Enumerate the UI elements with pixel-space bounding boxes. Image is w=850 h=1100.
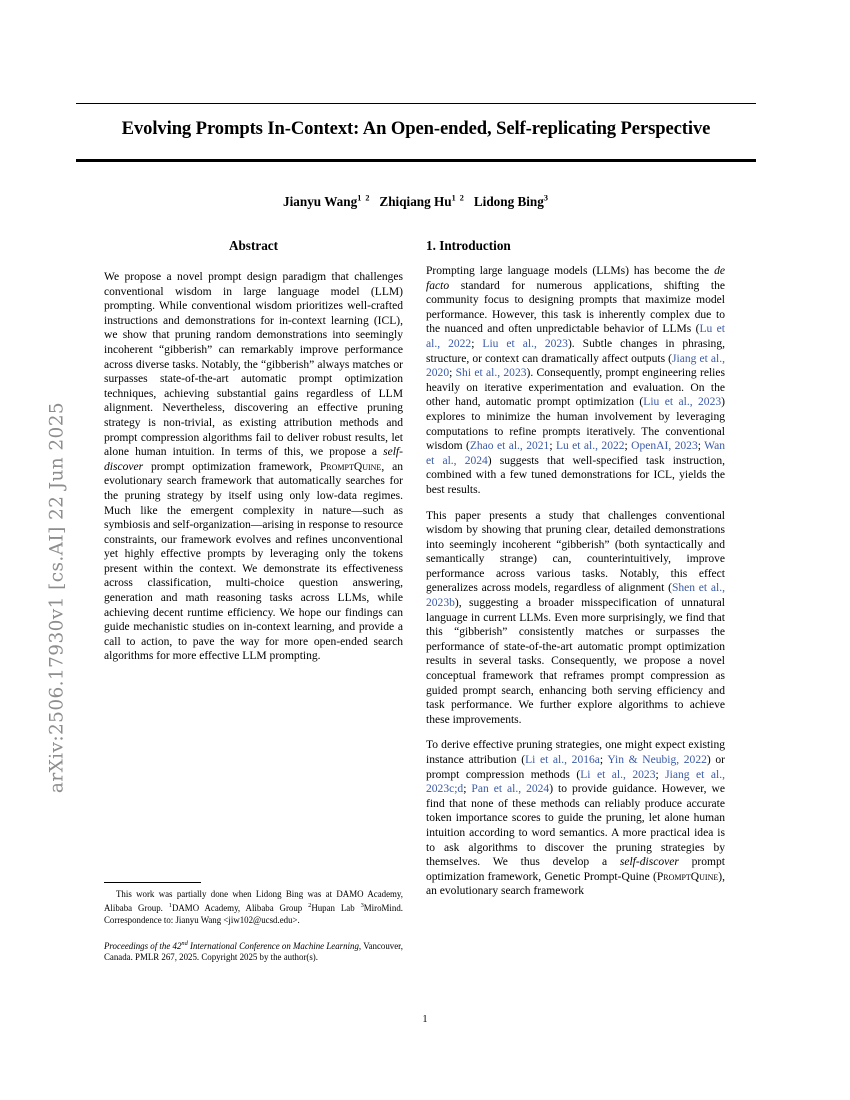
title-rule-bottom (76, 159, 756, 162)
author-name: Zhiqiang Hu (379, 194, 452, 210)
p2-text-b: ), suggesting a broader misspecification of unnatural language in current LLMs. Even more surprisingly, we find that this “gibberish” consistently matches or surpasses the performance of state-of-the-art automatic prompt optimization results in several tasks. Consequently, we propose a novel conceptual framework that reframes prompt compression as guided prompt search, enhancing both serving efficiency and task performance. We further explore algorithms to achieve these improvements. (426, 597, 725, 726)
citation-link[interactable]: Shen et al., 2023b (426, 582, 725, 610)
introduction-column (426, 238, 725, 899)
citation-link[interactable]: Yin & Neubig, 2022 (607, 754, 707, 766)
affiliation-superscript-3: 3 (360, 902, 364, 910)
abstract-emphasis-self-discover: self-discover (104, 446, 403, 473)
pub-note-ordinal: 42 (172, 941, 182, 952)
publication-note (104, 938, 403, 964)
citation-link[interactable]: Li et al., 2016a (525, 754, 600, 766)
pub-note-ordinal-suffix: nd (181, 940, 188, 948)
footnote-text-b: DAMO Academy, Alibaba Group (171, 903, 309, 914)
p3-text-a: To derive effective pruning strategies, one might expect existing instance attribution ( (426, 739, 725, 766)
author-name: Lidong Bing (473, 194, 544, 210)
citation-link[interactable]: Jiang et al., 2023c;d (426, 768, 725, 796)
p3-text-h: ), an evolutionary search framework (426, 870, 725, 898)
citation-link[interactable]: Shi et al., 2023 (455, 367, 527, 380)
intro-paragraph-2 (426, 509, 725, 728)
p3-emphasis-self-discover: self-discover (619, 856, 679, 869)
section-heading-introduction: 1. Introduction (426, 238, 511, 253)
abstract-text-b: prompt optimization framework, (143, 460, 320, 473)
arxiv-watermark: arXiv:2506.17930v1 [cs.AI] 22 Jun 2025 (46, 401, 68, 794)
citation-link[interactable]: OpenAI, 2023 (631, 440, 698, 453)
p3-smallcaps-promptquine: PromptQuine (656, 870, 719, 883)
p3-text-c: ) or prompt compression methods ( (426, 754, 725, 781)
p3-text-b: ; (599, 754, 608, 766)
author-entry (283, 194, 370, 209)
p1-text-f: ). Consequently, prompt engineering relies heavily on iterative experimentation and evaluation. On the other hand, automatic prompt optimization ( (426, 367, 725, 409)
p2-text-a: This paper presents a study that challenges conventional wisdom by showing that pruning clear, detailed demonstrations into seemingly incoherent “gibberish” (both syntactically and semantically strange) can, counterintuitively, improve performance across various tasks. Notably, this effect generalizes across models, regardless of alignment ( (426, 509, 725, 595)
author-entry (379, 194, 464, 209)
abstract-smallcaps-promptquine: PromptQuine (319, 460, 382, 473)
pub-note-text-a: Proceedings of the (104, 941, 173, 952)
author-affiliation-marker: 1 2 (357, 194, 371, 203)
footnote-text-c: Hupan Lab (311, 903, 361, 914)
footnote-text-a: This work was partially done when Lidong Bing was at DAMO Academy, Alibaba Group. (104, 888, 403, 914)
author-name: Jianyu Wang (283, 194, 358, 210)
abstract-text-a: We propose a novel prompt design paradigm that challenges conventional wisdom in large language model (LLM) prompting. While conventional wisdom prioritizes well-crafted instructions and demonstrations for in-context learning (ICL), we show that pruning random demonstrations into seemingly incoherent “gibberish” can remarkably improve performance across diverse tasks. Notably, the “gibberish” always matches or surpasses state-of-the-art automatic prompt optimization techniques, achieving substantial gains regardless of LLM alignment. Nevertheless, discovering an effective pruning strategy is non-trivial, as existing attribution methods and prompt compression algorithms fail to deliver robust results, let alone human intuition. In terms of this, we propose a (104, 271, 403, 459)
author-list (76, 194, 756, 210)
p1-text-h: ; (549, 440, 556, 453)
p3-text-f: ) to provide guidance. However, we find that none of these methods can reliably produce accurate token importance scores to guide the pruning, let alone human intuition according to word semantics. A more practical idea is to ask algorithms to discover the pruning strategies by themselves. We thus develop a (426, 783, 726, 869)
p1-emphasis-de-facto: de facto (426, 265, 725, 292)
footnote-divider (104, 882, 201, 883)
intro-paragraph-1 (426, 264, 725, 498)
abstract-column (104, 238, 403, 664)
footnote-text-d: MiroMind. Correspondence to: Jianyu Wang <jiw102@ucsd.edu>. (104, 903, 403, 925)
citation-link[interactable]: Lu et al., 2022 (426, 323, 725, 350)
p1-text-a: Prompting large language models (LLMs) has become the (426, 265, 715, 277)
affiliation-superscript-1: 1 (168, 902, 172, 910)
abstract-text-c: , an evolutionary search framework that automatically searches for the pruning strategy by itself using only low-data regimes. Much like the emergent complexity in nature—such as symbiosis and self-organization—arising in response to resource constraints, our framework evolves and refines unconventional yet highly effective prompts by leveraging only the tokens present within the context. We demonstrate its effectiveness across classification, multi-choice question answering, generation and math reasoning tasks across LLMs, while achieving decent runtime efficiency. We hope our findings can guide mechanistic studies on in-context learning, and provide a call to action, to pave the way for more open-ended search algorithms for more effective LLM prompting. (104, 460, 403, 663)
pub-note-text-c: , Vancouver, Canada. PMLR 267, 2025. Copyright 2025 by the author(s). (104, 941, 404, 963)
citation-link[interactable]: Wan et al., 2024 (426, 440, 726, 467)
citation-link[interactable]: Li et al., 2023 (580, 768, 656, 781)
citation-link[interactable]: Pan et al., 2024 (471, 783, 550, 796)
p1-text-b: standard for numerous applications, shifting the community focus to designing prompts that maximize model performance. However, this task is inherently complex due to the nuanced and often unpredictable behavior of LLMs ( (426, 279, 725, 336)
citation-link[interactable]: Jiang et al., 2020 (426, 352, 725, 380)
citation-link[interactable]: Lu et al., 2022 (555, 440, 625, 453)
footnote-block (104, 882, 403, 964)
citation-link[interactable]: Liu et al., 2023 (482, 337, 568, 350)
abstract-heading: Abstract (228, 238, 279, 253)
pub-note-text-b: International Conference on Machine Learning (187, 941, 359, 952)
abstract-paragraph (104, 270, 403, 664)
p1-text-c: ; (471, 337, 483, 350)
p3-text-g: prompt optimization framework, Genetic Prompt-Quine ( (426, 856, 725, 883)
citation-link[interactable]: Liu et al., 2023 (643, 396, 722, 409)
page-title: Evolving Prompts In-Context: An Open-ended, Self-replicating Perspective (121, 118, 711, 139)
author-affiliation-marker: 3 (543, 194, 549, 203)
author-entry (474, 194, 549, 209)
footnote-text (104, 889, 403, 926)
p3-text-e: ; (463, 783, 472, 796)
p3-text-d: ; (655, 768, 666, 781)
p1-text-d: ). Subtle changes in phrasing, structure, or context can dramatically affect outputs ( (426, 337, 725, 365)
author-affiliation-marker: 1 2 (451, 194, 465, 203)
page-number: 1 (422, 1014, 428, 1025)
p1-text-i: ; (624, 440, 632, 453)
intro-paragraph-3 (426, 738, 725, 899)
p1-text-j: ; (697, 440, 705, 453)
p1-text-e: ; (449, 367, 456, 380)
p1-text-k: ) suggests that well-specified task instruction, combined with a few tuned demonstrations for ICL, yields the best results. (426, 454, 725, 496)
citation-link[interactable]: Zhao et al., 2021 (469, 440, 550, 453)
title-rule-top (76, 103, 756, 104)
p1-text-g: ) explores to minimize the human involvement by leveraging computations to refine prompts iteratively. The conventional wisdom ( (426, 396, 725, 453)
affiliation-superscript-2: 2 (308, 902, 312, 910)
